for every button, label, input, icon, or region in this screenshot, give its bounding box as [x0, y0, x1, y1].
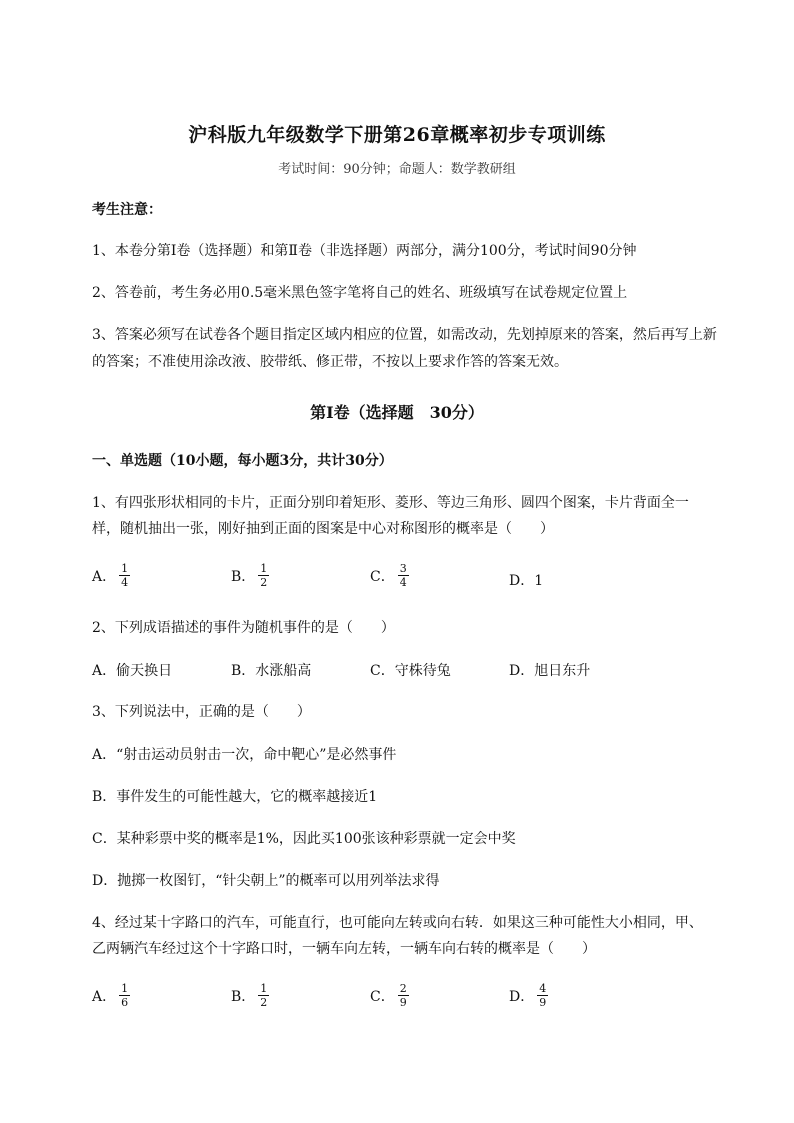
part-heading: 一、单选题（10小题，每小题3分，共计30分）	[92, 453, 393, 469]
question-4-line-2: 乙两辆汽车经过这个十字路口时，一辆车向左转，一辆车向右转的概率是（ ）	[92, 941, 596, 957]
question-1-line-2: 样，随机抽出一张，刚好抽到正面的图案是中心对称图形的概率是（ ）	[92, 521, 554, 537]
question-4-option-d[interactable]: D． $\frac{4}{9}$	[509, 982, 547, 1009]
question-4-option-b[interactable]: B． $\frac{1}{2}$	[231, 982, 268, 1009]
fraction: $\frac{1}{6}$	[121, 982, 129, 1009]
question-2-option-c[interactable]: C．守株待兔	[370, 663, 451, 679]
question-3-line-1: 3、下列说法中，正确的是（ ）	[92, 704, 311, 720]
question-1-option-a[interactable]: A． $\frac{1}{4}$	[92, 562, 129, 589]
notice-item-3-cont: 的答案；不准使用涂改液、胶带纸、修正带，不按以上要求作答的答案无效。	[92, 354, 568, 370]
question-4-line-1: 4、经过某十字路口的汽车，可能直行，也可能向左转或向右转．如果这三种可能性大小相同，甲、	[92, 915, 703, 931]
question-3-option-d[interactable]: D．抛掷一枚图钉，“针尖朝上”的概率可以用列举法求得	[92, 873, 440, 889]
section-title: 第I卷（选择题 30分）	[310, 403, 484, 422]
fraction: $\frac{3}{4}$	[399, 562, 407, 589]
notice-heading: 考生注意：	[92, 202, 162, 218]
question-2-option-a[interactable]: A．偷天换日	[92, 663, 173, 679]
question-2-option-b[interactable]: B．水涨船高	[231, 663, 312, 679]
question-3-option-c[interactable]: C．某种彩票中奖的概率是1%，因此买100张该种彩票就一定会中奖	[92, 831, 516, 847]
notice-item-1: 1、本卷分第I卷（选择题）和第Ⅱ卷（非选择题）两部分，满分100分，考试时间90分钟	[92, 243, 637, 259]
question-1-line-1: 1、有四张形状相同的卡片，正面分别印着矩形、菱形、等边三角形、圆四个图案，卡片背面全一	[92, 495, 689, 511]
question-3-option-b[interactable]: B．事件发生的可能性越大，它的概率越接近1	[92, 789, 378, 805]
page-subtitle: 考试时间：90分钟；命题人：数学教研组	[278, 162, 516, 177]
notice-item-2: 2、答卷前，考生务必用0.5毫米黑色签字笔将自己的姓名、班级填写在试卷规定位置上	[92, 285, 628, 301]
notice-item-3: 3、答案必须写在试卷各个题目指定区域内相应的位置，如需改动，先划掉原来的答案，然后再写上新	[92, 327, 717, 343]
question-1-option-b[interactable]: B． $\frac{1}{2}$	[231, 562, 268, 589]
question-4-option-a[interactable]: A． $\frac{1}{6}$	[92, 982, 129, 1009]
fraction: $\frac{2}{9}$	[399, 982, 407, 1009]
question-1-option-d[interactable]: D．1	[509, 573, 544, 589]
page-title: 沪科版九年级数学下册第26章概率初步专项训练	[188, 124, 606, 146]
question-3-option-a[interactable]: A．“射击运动员射击一次，命中靶心”是必然事件	[92, 747, 397, 763]
fraction: $\frac{1}{2}$	[260, 982, 268, 1009]
question-2-option-d[interactable]: D．旭日东升	[509, 663, 591, 679]
fraction: $\frac{1}{4}$	[121, 562, 129, 589]
question-2-line-1: 2、下列成语描述的事件为随机事件的是（ ）	[92, 620, 395, 636]
question-4-option-c[interactable]: C． $\frac{2}{9}$	[370, 982, 407, 1009]
question-1-option-c[interactable]: C． $\frac{3}{4}$	[370, 562, 407, 589]
fraction: $\frac{1}{2}$	[260, 562, 268, 589]
fraction: $\frac{4}{9}$	[539, 982, 547, 1009]
